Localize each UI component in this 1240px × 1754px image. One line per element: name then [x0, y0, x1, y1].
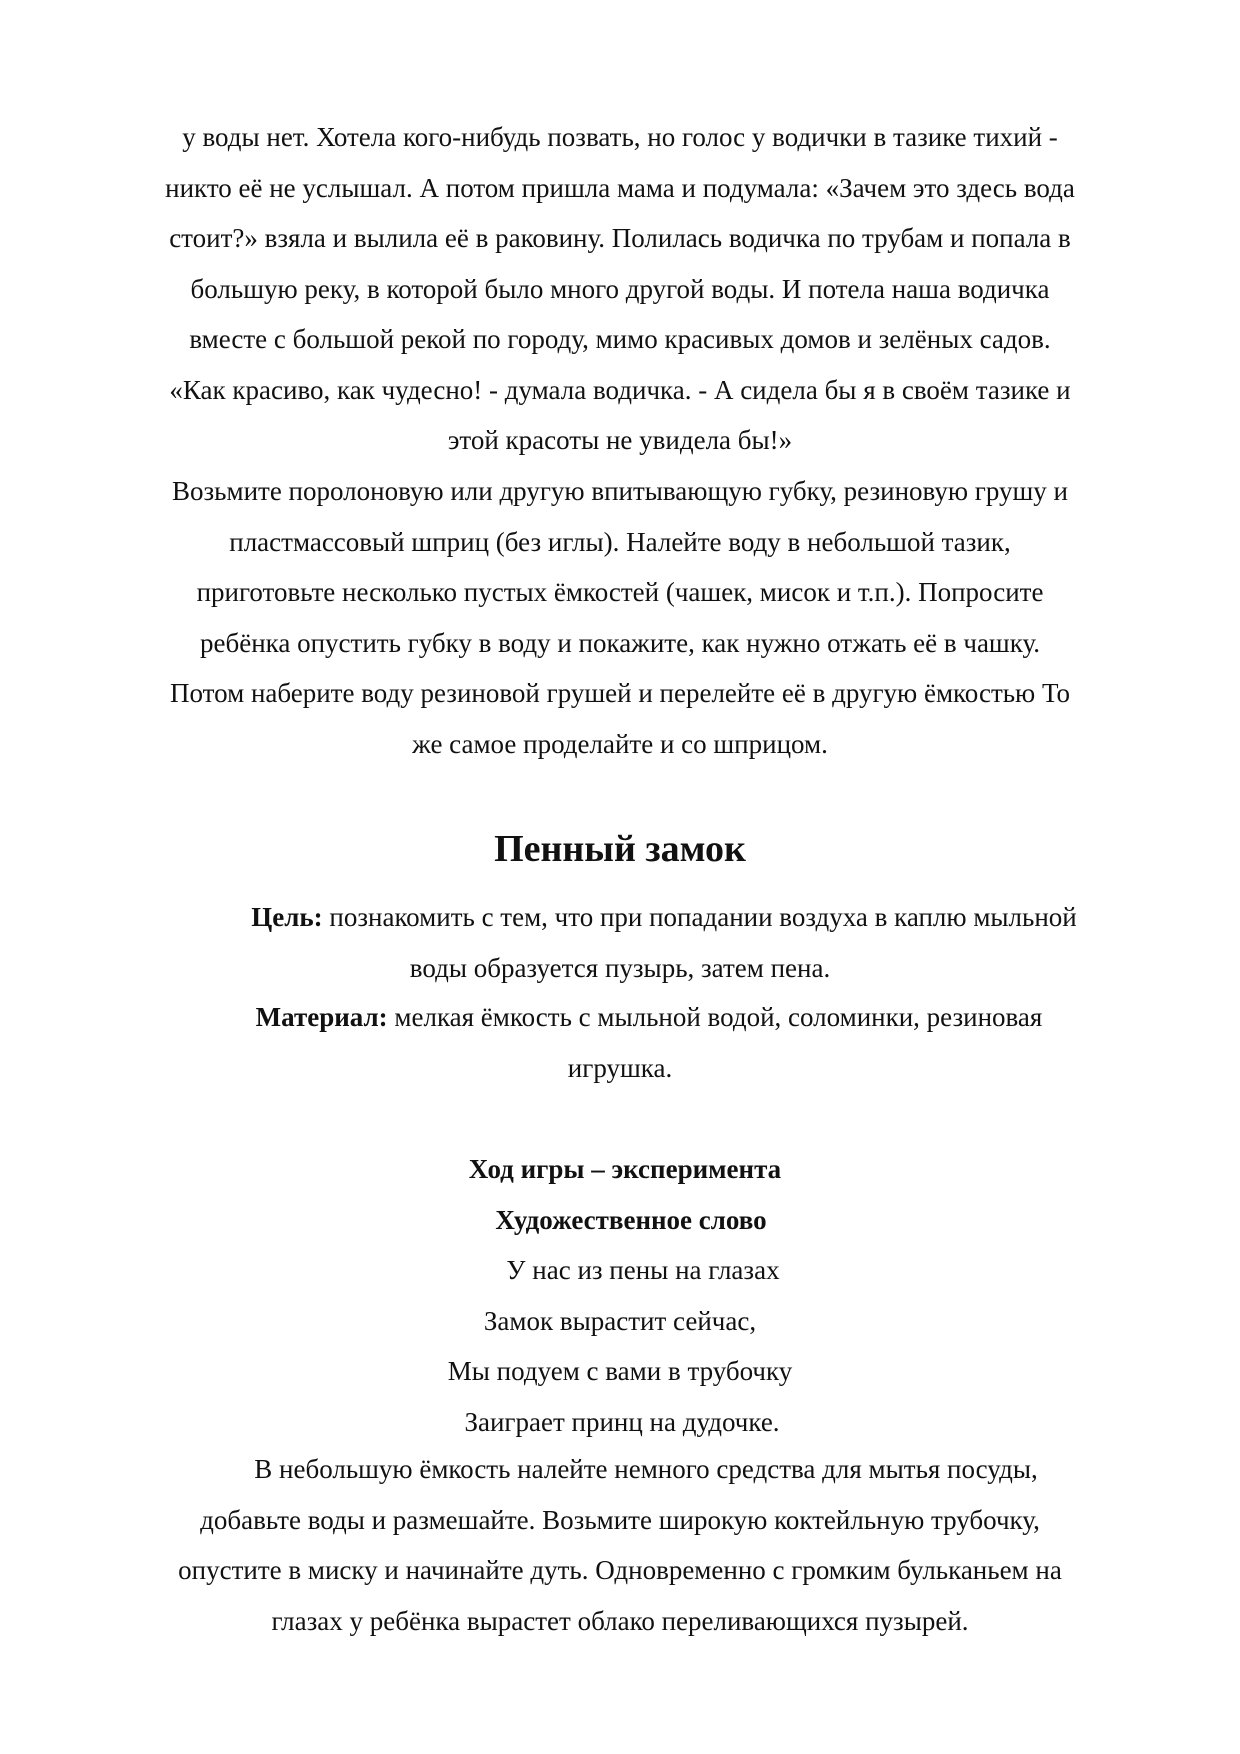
text-line: этой красоты не увидела бы!» [447, 425, 793, 455]
section-title: Пенный замок [494, 828, 746, 870]
goal-paragraph [110, 892, 1130, 993]
material-line [110, 992, 1130, 1043]
instructions-paragraph [110, 466, 1130, 769]
text-line: ребёнка опустить губку в воду и покажите, как нужно отжать её в чашку. [199, 627, 1041, 658]
subheadings [110, 1144, 1130, 1245]
story-paragraph [110, 112, 1130, 466]
goal-text: познакомить с тем, что при попадании воздуха в каплю мыльной [322, 902, 1077, 932]
text-line: Потом наберите воду резиновой грушей и перелейте её в другую ёмкостью То [170, 678, 1070, 708]
subheading-artistic-word: Художественное слово [495, 1204, 767, 1235]
material-paragraph [110, 992, 1130, 1093]
text-line: большую реку, в которой было много другой воды. И потела наша водичка [190, 273, 1050, 304]
poem [110, 1245, 1130, 1447]
text-line: стоит?» взяла и вылила её в раковину. Полилась водичка по трубам и попала в [169, 223, 1071, 253]
subheading-game-progress: Ход игры – эксперимента [468, 1154, 782, 1184]
poem-line: Замок вырастит сейчас, [483, 1305, 757, 1336]
goal-line [110, 892, 1130, 943]
text-line: опустите в миску и начинайте дуть. Одновременно с громким бульканьем на [178, 1555, 1062, 1585]
text-line: пластмассовый шприц (без иглы). Налейте воду в небольшой тазик, [229, 526, 1011, 557]
material-line-continued: игрушка. [567, 1052, 673, 1083]
material-label: Материал: [255, 1002, 388, 1032]
material-text: мелкая ёмкость с мыльной водой, соломинки, резиновая [387, 1002, 1043, 1032]
text-line: добавьте воды и размешайте. Возьмите широкую коктейльную трубочку, [200, 1504, 1040, 1535]
final-paragraph [110, 1444, 1130, 1646]
text-line: приготовьте несколько пустых ёмкостей (чашек, мисок и т.п.). Попросите [196, 577, 1044, 607]
poem-line: Мы подуем с вами в трубочку [447, 1356, 793, 1386]
text-line: никто её не услышал. А потом пришла мама и подумала: «Зачем это здесь вода [165, 172, 1075, 203]
goal-line-continued: воды образуется пузырь, затем пена. [409, 952, 831, 983]
text-line: глазах у ребёнка вырастет облако переливающихся пузырей. [271, 1605, 969, 1636]
text-line: же самое проделайте и со шприцом. [412, 728, 828, 759]
goal-label: Цель: [251, 902, 323, 932]
text-line: «Как красиво, как чудесно! - думала водичка. - А сидела бы я в своём тазике и [169, 374, 1071, 405]
text-line: вместе с большой рекой по городу, мимо красивых домов и зелёных садов. [189, 324, 1051, 354]
text-line: В небольшую ёмкость налейте немного средства для мытья посуды, [254, 1454, 1038, 1484]
text-line: у воды нет. Хотела кого-нибудь позвать, но голос у водички в тазике тихий - [182, 122, 1058, 152]
text-line: Возьмите поролоновую или другую впитывающую губку, резиновую грушу и [172, 476, 1068, 506]
poem-line: Заиграет принц на дудочке. [464, 1406, 780, 1437]
poem-line: У нас из пены на глазах [506, 1255, 780, 1285]
